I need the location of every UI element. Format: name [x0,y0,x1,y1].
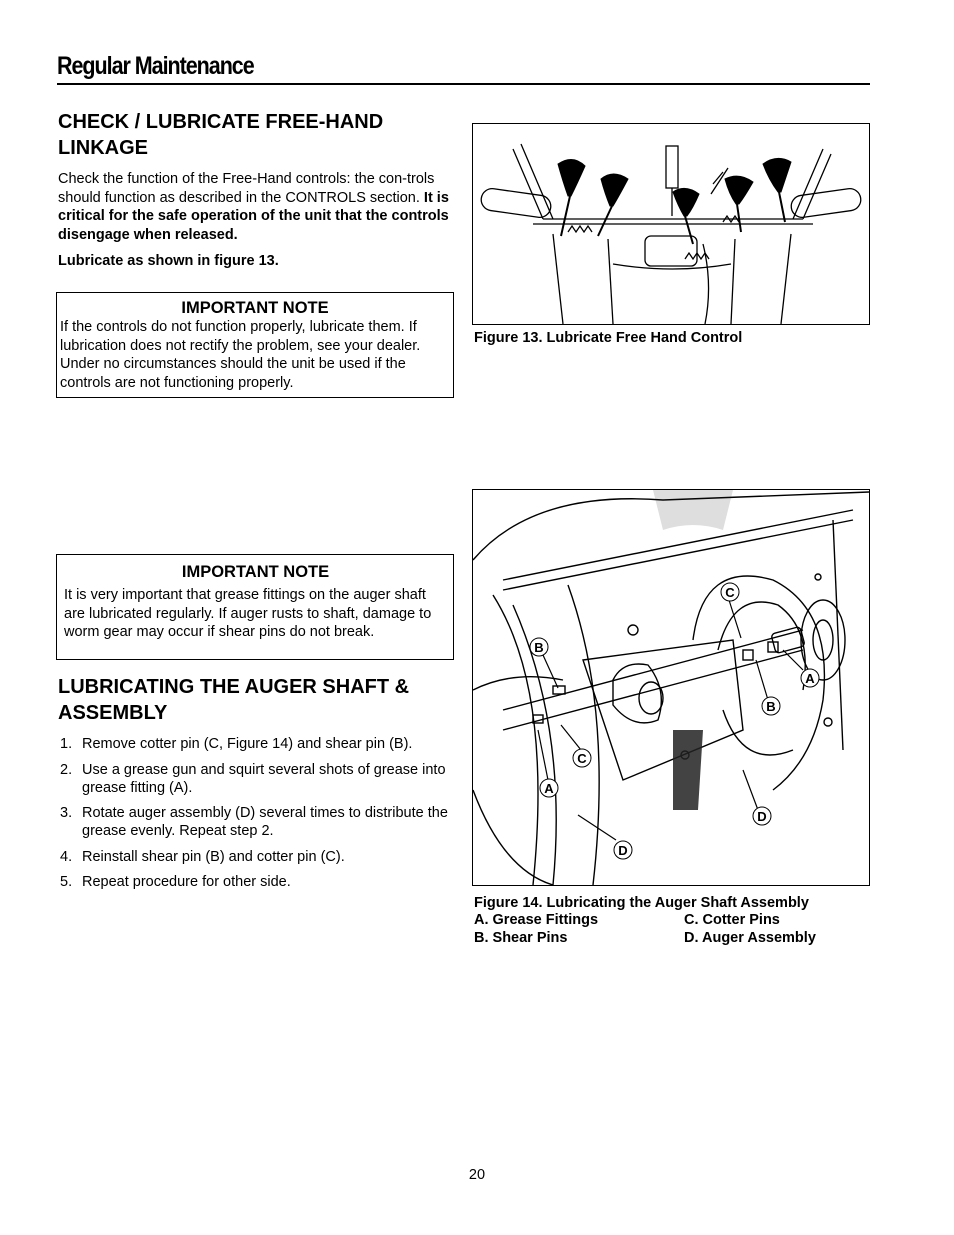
step-item: 4. Reinstall shear pin (B) and cotter pin (C). [60,848,345,865]
step-item: 3. Rotate auger assembly (D) several times to distribute the grease evenly. Repeat step 2. [60,805,448,839]
figure-13-caption: Figure 13. Lubricate Free Hand Control [474,330,743,346]
callout-b: B [766,699,776,714]
callout-d: D [757,809,767,824]
legend-item-b: B. Shear Pins [474,930,568,946]
figure-14-illustration [472,489,870,886]
page-header-title: Regular Maintenance [57,52,254,80]
legend-item-a: A. Grease Fittings [474,912,599,928]
note-title: IMPORTANT NOTE [181,299,329,317]
important-note-box [56,554,454,660]
auger-shaft-drawing [473,490,869,885]
figure-14-legend [474,911,870,951]
legend-item-c: C. Cotter Pins [684,912,780,928]
callout-c: C [725,585,735,600]
step-item: 5. Repeat procedure for other side. [60,874,291,890]
lubricate-instruction: Lubricate as shown in figure 13. [58,253,279,269]
paragraph-text: Check the function of the Free-Hand controls: the con-trols should function as described in the CONTROLS section. [58,171,435,206]
callout-a: A [805,671,815,686]
legend-item-d: D. Auger Assembly [684,930,816,946]
free-hand-control-drawing [473,124,869,324]
header-rule [57,83,870,85]
note-title: IMPORTANT NOTE [181,563,330,581]
callout-c: C [577,751,587,766]
procedure-steps [60,735,455,899]
paragraph-warning: It is critical for the safe operation of the unit that the controls disengage when released. [58,189,449,243]
section-paragraph [58,170,450,244]
callout-d: D [618,843,628,858]
figure-14-caption: Figure 14. Lubricating the Auger Shaft Assembly [474,895,809,911]
figure-13-illustration [472,123,870,325]
section-heading-auger: LUBRICATING THE AUGER SHAFT & ASSEMBLY [58,676,410,724]
callout-b: B [534,640,544,655]
note-text: If the controls do not function properly, lubricate them. If lubrication does not rectify the problem, see your dealer. Under no circumstances should the unit be used if the controls are not functioning properly. [60,319,421,391]
callout-labels [530,583,819,859]
page-number: 20 [468,1167,486,1183]
note-text: It is very important that grease fittings on the auger shaft are lubricated regularly. If auger rusts to shaft, damage to worm gear may occur if shear pins do not break. [64,587,432,640]
callout-a: A [544,781,554,796]
section-heading-free-hand: CHECK / LUBRICATE FREE-HAND LINKAGE [58,111,384,159]
step-item: 1. Remove cotter pin (C, Figure 14) and shear pin (B). [60,736,413,752]
step-item: 2. Use a grease gun and squirt several shots of grease into grease fitting (A). [60,761,446,796]
important-note-box [56,292,454,398]
